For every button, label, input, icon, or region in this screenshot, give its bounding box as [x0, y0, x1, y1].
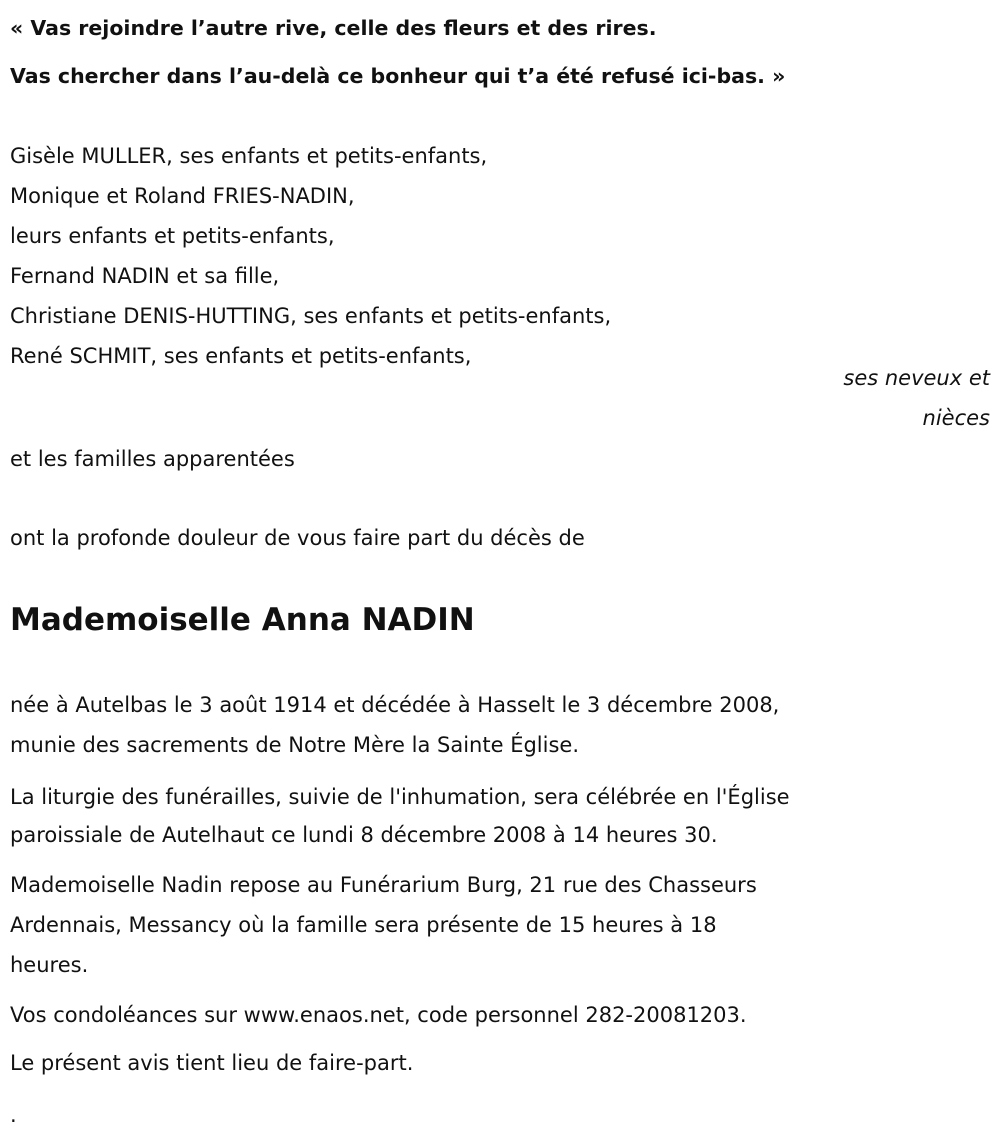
nephews-line: ses neveux et — [843, 366, 990, 390]
family-line: Fernand NADIN et sa fille, — [10, 264, 280, 288]
birth-death-line: née à Autelbas le 3 août 1914 et décédée à Hasselt le 3 décembre 2008, — [10, 693, 780, 717]
relatives-line: et les familles apparentées — [10, 447, 295, 471]
condolences-line: Vos condoléances sur www.enaos.net, code personnel 282-20081203. — [10, 1003, 747, 1027]
family-line: Gisèle MULLER, ses enfants et petits-enfants, — [10, 144, 488, 168]
announcement-line: ont la profonde douleur de vous faire part du décès de — [10, 526, 585, 550]
repose-line: heures. — [10, 953, 89, 977]
family-line: Christiane DENIS-HUTTING, ses enfants et petits-enfants, — [10, 304, 612, 328]
family-line: leurs enfants et petits-enfants, — [10, 224, 335, 248]
quote-line: Vas chercher dans l’au-delà ce bonheur qui t’a été refusé ici-bas. » — [10, 64, 786, 88]
family-line: Monique et Roland FRIES-NADIN, — [10, 184, 355, 208]
nephews-line: nièces — [922, 406, 990, 430]
notice-line: Le présent avis tient lieu de faire-part. — [10, 1051, 414, 1075]
quote-line: « Vas rejoindre l’autre rive, celle des fleurs et des rires. — [10, 16, 657, 40]
family-line: René SCHMIT, ses enfants et petits-enfants, — [10, 344, 472, 368]
funeral-line: paroissiale de Autelhaut ce lundi 8 décembre 2008 à 14 heures 30. — [10, 823, 718, 847]
funeral-line: La liturgie des funérailles, suivie de l'inhumation, sera célébrée en l'Église — [10, 785, 790, 809]
deceased-name: Mademoiselle Anna NADIN — [10, 602, 475, 638]
trailing-dot: . — [10, 1103, 17, 1127]
repose-line: Ardennais, Messancy où la famille sera présente de 15 heures à 18 — [10, 913, 717, 937]
repose-line: Mademoiselle Nadin repose au Funérarium Burg, 21 rue des Chasseurs — [10, 873, 757, 897]
birth-death-line: munie des sacrements de Notre Mère la Sainte Église. — [10, 733, 579, 757]
